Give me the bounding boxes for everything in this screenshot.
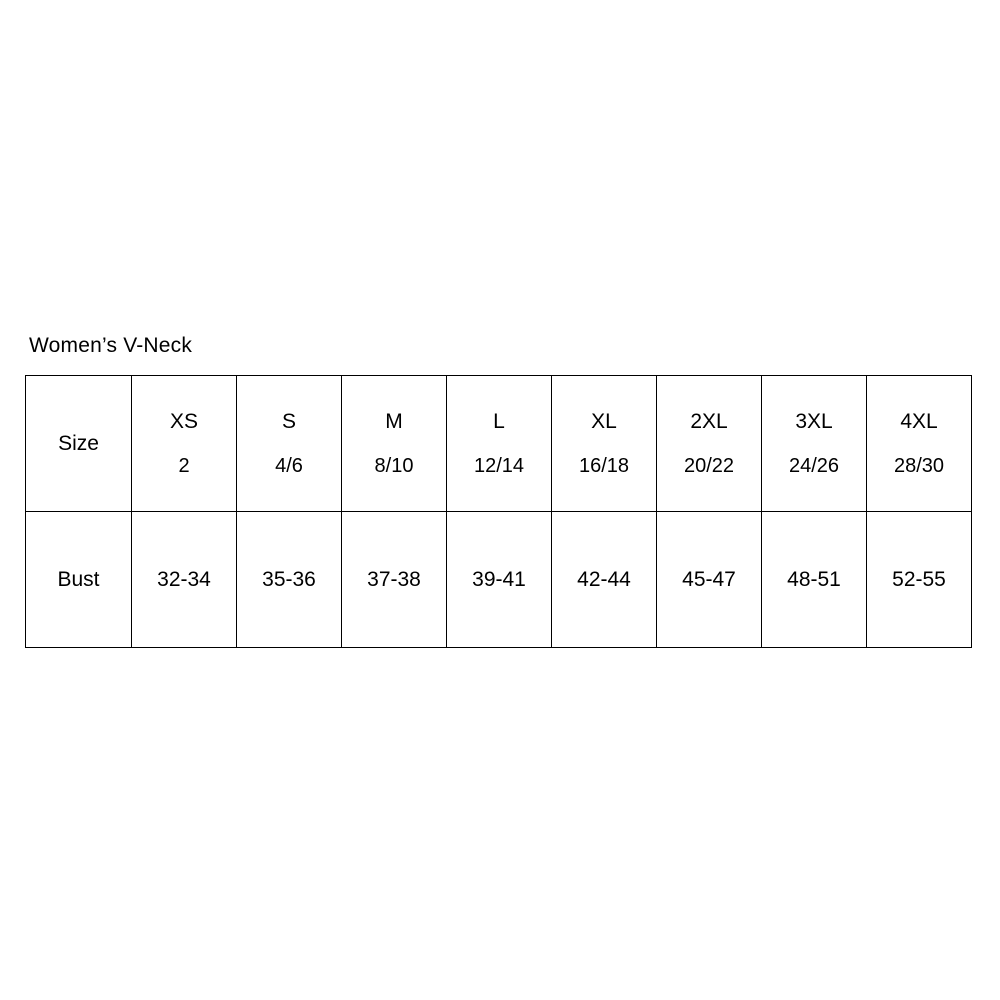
bust-value: 37-38 [367, 568, 421, 591]
bust-value-s [237, 512, 342, 648]
size-column-4xl [867, 376, 972, 512]
size-numeric: 24/26 [788, 455, 840, 477]
table-row [26, 512, 972, 648]
bust-value: 39-41 [472, 568, 526, 591]
bust-value-l [447, 512, 552, 648]
size-letter: M [385, 410, 403, 433]
size-letter: 2XL [690, 410, 728, 433]
size-letter: 3XL [795, 410, 833, 433]
bust-value-xs [132, 512, 237, 648]
size-numeric: 2 [178, 455, 190, 477]
row-header-size [26, 376, 132, 512]
row-header-size-label: Size [58, 432, 99, 455]
bust-value: 32-34 [157, 568, 211, 591]
size-chart [25, 335, 970, 648]
size-letter: 4XL [900, 410, 938, 433]
row-header-bust [26, 512, 132, 648]
size-column-3xl [762, 376, 867, 512]
bust-value-2xl [657, 512, 762, 648]
page-title: Women’s V-Neck [29, 334, 193, 357]
bust-value-4xl [867, 512, 972, 648]
bust-value-m [342, 512, 447, 648]
bust-value: 48-51 [787, 568, 841, 591]
size-letter: S [281, 410, 296, 433]
size-chart-table [25, 375, 972, 648]
size-column-xl [552, 376, 657, 512]
bust-value: 52-55 [892, 568, 946, 591]
size-numeric: 16/18 [578, 455, 630, 477]
size-column-l [447, 376, 552, 512]
table-row [26, 376, 972, 512]
bust-value-xl [552, 512, 657, 648]
bust-value: 42-44 [577, 568, 631, 591]
row-header-bust-label: Bust [57, 568, 100, 591]
size-column-s [237, 376, 342, 512]
bust-value: 45-47 [682, 568, 736, 591]
bust-value: 35-36 [262, 568, 316, 591]
size-letter: XL [591, 410, 617, 433]
bust-value-3xl [762, 512, 867, 648]
size-numeric: 12/14 [473, 455, 525, 477]
size-letter: L [493, 410, 505, 433]
size-letter: XS [169, 410, 198, 433]
size-numeric: 28/30 [893, 455, 945, 477]
size-numeric: 20/22 [683, 455, 735, 477]
size-column-xs [132, 376, 237, 512]
size-numeric: 8/10 [374, 455, 414, 477]
size-numeric: 4/6 [275, 455, 303, 477]
size-column-m [342, 376, 447, 512]
size-column-2xl [657, 376, 762, 512]
